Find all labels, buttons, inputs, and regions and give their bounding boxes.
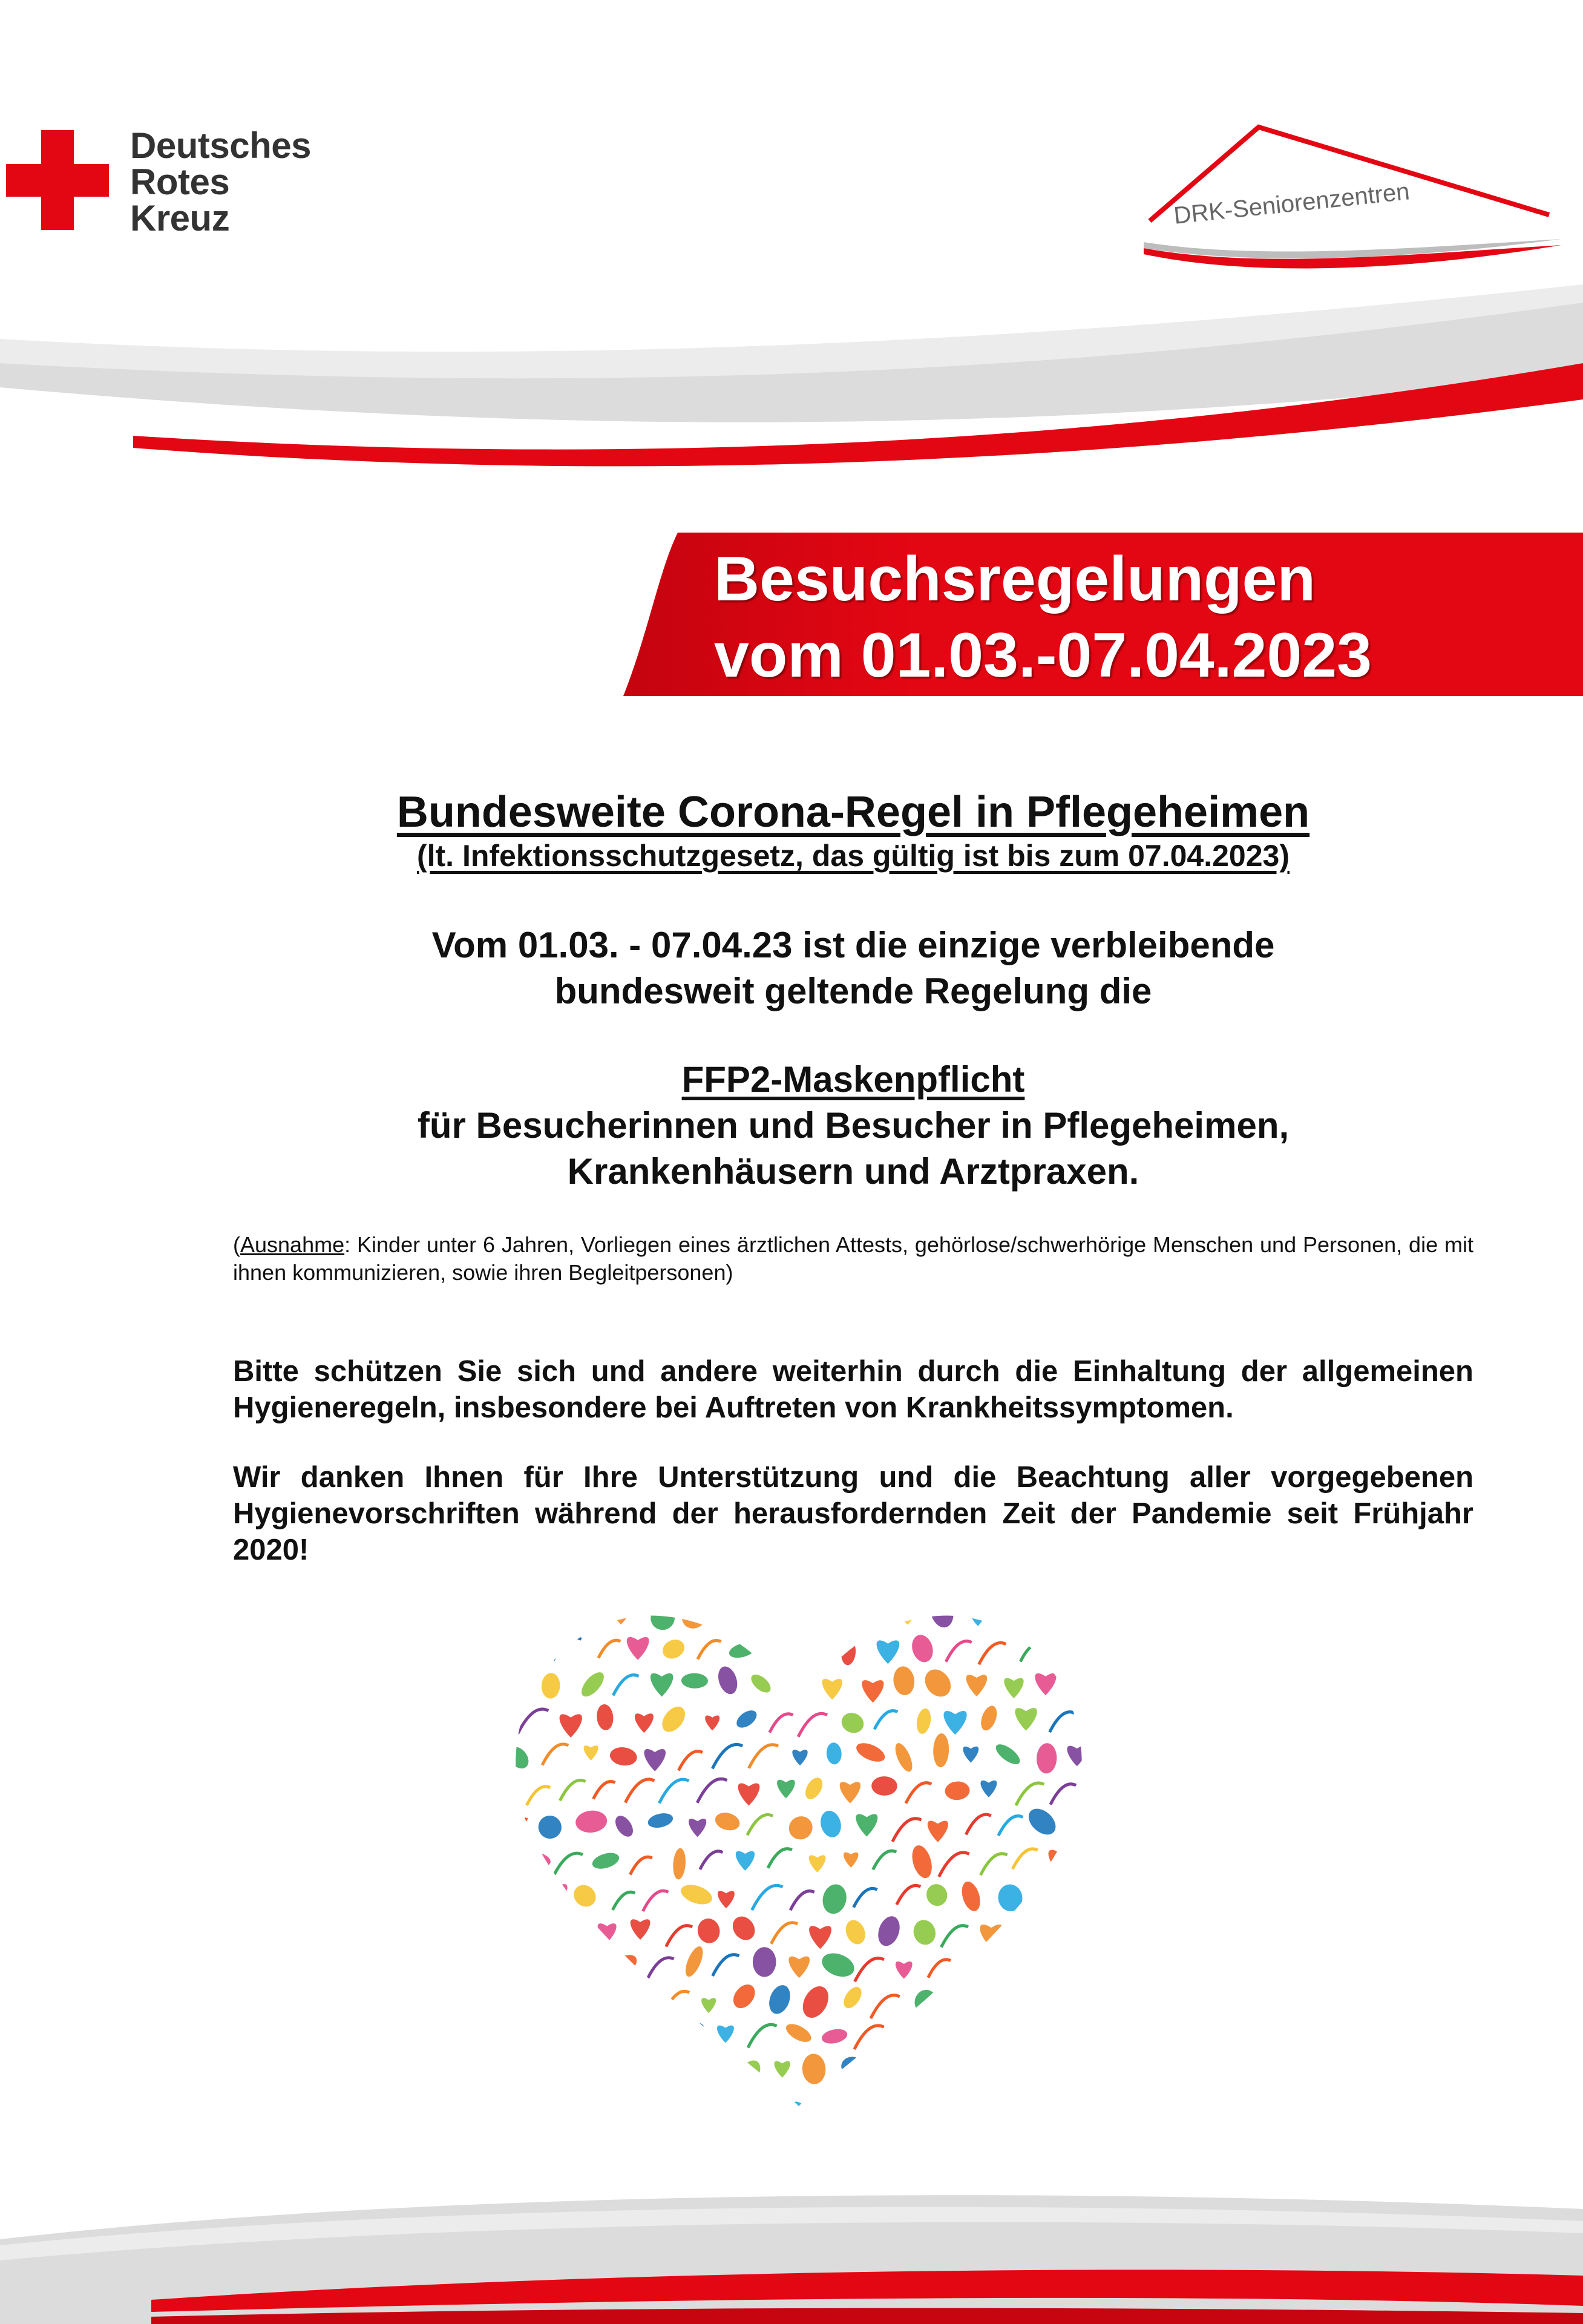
small-heart (1073, 1679, 1088, 1695)
small-heart (689, 1819, 706, 1837)
leaf-stem (906, 1783, 931, 1804)
small-heart (505, 1676, 525, 1697)
small-heart (580, 1603, 600, 1624)
small-heart (1015, 2067, 1032, 2084)
petal (609, 1745, 638, 1767)
leaf-stem (553, 1853, 583, 1877)
small-heart (508, 1889, 529, 1910)
petal (1007, 1912, 1043, 1948)
petal (591, 1850, 621, 1872)
thanks-paragraph: Wir danken Ihnen für Ihre Unterstützung und die Beachtung aller vorgegebenen Hygienevorschriften während der herausfordernden Zeit der Pandemie seit Frühjahr 2020! (233, 1461, 1473, 1566)
petal (851, 2085, 885, 2118)
petal (554, 1983, 583, 2020)
leaf-stem (553, 1638, 582, 1660)
leaf-stem (700, 1851, 723, 1869)
small-heart (948, 2066, 970, 2088)
small-heart (862, 1680, 883, 1702)
petal (915, 1707, 932, 1735)
leaf-stem (503, 1819, 527, 1838)
small-heart (1086, 1853, 1095, 1869)
petal (502, 1948, 528, 1976)
petal (990, 1595, 1026, 1630)
title-banner (617, 533, 1583, 696)
petal (826, 1742, 842, 1765)
drk-logo (6, 125, 345, 239)
leaf-stem (521, 1991, 552, 2016)
petal (818, 1808, 844, 1840)
leaf-stem (1067, 1813, 1095, 1836)
small-heart (966, 1675, 988, 1696)
leaf-stem (790, 1891, 814, 1911)
leaf-stem (876, 2058, 903, 2081)
small-heart (811, 1644, 829, 1663)
petal (932, 1733, 949, 1768)
drk-wordmark-line: Rotes (130, 162, 230, 202)
petal (839, 1710, 867, 1736)
petal (996, 1883, 1024, 1913)
small-heart (822, 1679, 842, 1700)
petal (728, 1912, 759, 1944)
leaf-stem (1050, 1784, 1076, 1805)
small-heart (963, 1747, 978, 1763)
small-heart (560, 1714, 582, 1738)
small-heart (1088, 1921, 1095, 1938)
petal (854, 1739, 888, 1765)
leaf-stem (749, 1745, 778, 1768)
small-heart (1034, 2033, 1051, 2051)
leaf-stem (1016, 1783, 1044, 1805)
petal (840, 1639, 856, 1666)
leaf-stem (598, 1640, 621, 1658)
petal (911, 1917, 939, 1948)
petal (648, 1604, 678, 1633)
petal (534, 1811, 566, 1843)
petal (784, 1812, 816, 1844)
leaf-stem (854, 2026, 884, 2049)
small-heart (980, 1781, 997, 1797)
petal (729, 1980, 759, 2012)
petal (671, 2018, 708, 2051)
petal (945, 1986, 975, 2017)
lead-line: Vom 01.03. - 07.04.23 ist die einzige verbleibende (431, 925, 1275, 965)
small-heart (736, 1851, 755, 1871)
leaf-stem (647, 2024, 678, 2049)
leaf-stem (556, 1925, 579, 1944)
leaf-stem (946, 1641, 972, 1662)
small-heart (1070, 1959, 1093, 1983)
small-heart (777, 1780, 795, 1799)
petal (595, 1704, 614, 1731)
petal (992, 1741, 1023, 1768)
leaf-stem (715, 2093, 742, 2116)
petal (541, 1673, 561, 1699)
leaf-stem (541, 2026, 569, 2049)
leaf-stem (712, 1744, 742, 1768)
small-heart (631, 1919, 651, 1940)
exception-open: ( (233, 1232, 240, 1257)
petal (802, 1774, 826, 1802)
petal (1010, 1989, 1040, 2018)
petal (718, 1598, 741, 1627)
petal (1084, 1709, 1095, 1730)
small-heart (611, 2103, 629, 2118)
small-heart (546, 1607, 568, 1629)
petal (783, 2020, 814, 2046)
leaf-stem (523, 1639, 548, 1658)
petal (506, 1599, 530, 1630)
leaf-stem (713, 1955, 739, 1976)
petal (819, 1949, 857, 1981)
petal (504, 1742, 533, 1772)
leaf-stem (643, 1891, 668, 1911)
petal (840, 1984, 865, 2012)
petal (1036, 1743, 1057, 1774)
small-heart (774, 2061, 790, 2078)
small-heart (705, 1715, 719, 1730)
leaf-stem (1090, 1785, 1095, 1802)
page-heading: Bundesweite Corona-Regel in Pflegeheimen (396, 788, 1310, 836)
drk-wordmark-line: Deutsches (130, 125, 311, 166)
leaf-stem (665, 1991, 689, 2011)
small-heart (1053, 2061, 1072, 2080)
leaf-stem (998, 1816, 1023, 1836)
leaf-stem (854, 1888, 877, 1907)
petal (959, 1879, 983, 1913)
small-heart (793, 2101, 813, 2118)
small-heart (718, 1891, 735, 1908)
petal (815, 1600, 850, 1628)
small-heart (792, 1750, 807, 1765)
small-heart (644, 1749, 665, 1771)
small-heart (1000, 2101, 1023, 2118)
leaf-stem (647, 1958, 674, 1979)
banner-title-line2: vom 01.03.-07.04.2023 (714, 620, 1372, 691)
small-heart (627, 1637, 649, 1660)
petal (920, 1664, 956, 1702)
petal (895, 2096, 920, 2118)
petal (713, 1810, 742, 1833)
petal (798, 1982, 833, 2023)
petal (695, 1917, 722, 1945)
small-heart (809, 1855, 826, 1873)
leaf-stem (756, 1604, 780, 1624)
leaf-stem (980, 1854, 1007, 1875)
small-heart (971, 1611, 985, 1626)
leaf-stem (963, 2029, 987, 2047)
petal (1065, 2019, 1094, 2046)
small-heart (632, 2063, 651, 2082)
small-heart (788, 1956, 810, 1978)
leaf-stem (1050, 1712, 1075, 1732)
petal (682, 1944, 706, 1979)
small-heart (1004, 1678, 1023, 1698)
drk-wordmark (130, 125, 311, 238)
petal (677, 1597, 712, 1633)
petal (727, 1640, 758, 1661)
ffp2-line: für Besucherinnen und Besucher in Pflegeheimen, (417, 1105, 1290, 1146)
petal (1027, 1948, 1064, 1977)
petal (577, 1669, 608, 1701)
small-heart (545, 1957, 568, 1980)
small-heart (1035, 1673, 1056, 1695)
small-heart (651, 1673, 673, 1697)
petal (660, 1636, 688, 1662)
small-heart (1067, 2099, 1086, 2118)
leaf-stem (1020, 1644, 1043, 1662)
petal (672, 1848, 687, 1880)
petal (842, 1917, 868, 1948)
lead-text (233, 922, 1473, 1014)
petal (574, 1809, 608, 1834)
petal (715, 1664, 741, 1697)
small-heart (793, 1674, 811, 1692)
petal (978, 1704, 1000, 1733)
small-heart (1049, 1850, 1072, 1874)
leaf-stem (992, 2026, 1021, 2049)
small-heart (738, 1784, 760, 1806)
leaf-stem (518, 1709, 549, 1734)
petal (821, 2027, 849, 2046)
leaf-stem (539, 2095, 562, 2113)
leaf-stem (574, 2101, 596, 2118)
petal (646, 1811, 674, 1830)
petal (926, 2093, 959, 2118)
leaf-stem (752, 1885, 783, 1910)
petal (569, 1880, 600, 1911)
petal (526, 1914, 552, 1950)
banner-title (714, 541, 1372, 694)
leaf-stem (871, 1995, 900, 2018)
leaf-stem (748, 2024, 777, 2047)
small-heart (595, 2064, 614, 2084)
petal (1083, 1986, 1095, 2011)
petal (841, 2056, 864, 2076)
lead-line: bundesweit geltende Regelung die (554, 971, 1152, 1011)
small-heart (896, 1961, 913, 1979)
petal (1052, 1913, 1075, 1939)
petal (1024, 1804, 1061, 1840)
exception-text: : Kinder unter 6 Jahren, Vorliegen eines ärztlichen Attests, gehörlose/schwerhörige Menschen und Personen, die mit ihnen kommunizieren, sowie ihren Begleitpersonen) (233, 1232, 1473, 1285)
petal (520, 1851, 552, 1869)
small-heart (614, 1609, 629, 1625)
small-heart (635, 1713, 654, 1733)
leaf-stem (1012, 1849, 1038, 1869)
leaf-stem (701, 2061, 730, 2084)
leaf-stem (747, 1814, 773, 1835)
leaf-stem (678, 1751, 703, 1771)
leaf-stem (680, 2102, 703, 2118)
leaf-stem (893, 1819, 922, 1842)
leaf-stem (661, 2059, 688, 2081)
small-heart (899, 1607, 916, 1624)
petal (871, 1776, 897, 1796)
leaf-stem (612, 1892, 635, 1910)
petal (802, 2053, 827, 2085)
red-cross-logo (6, 130, 109, 230)
leaf-stem (897, 1885, 921, 1905)
leaf-stem (798, 1713, 827, 1736)
petal (892, 1741, 916, 1774)
petal (622, 1988, 652, 2018)
petal (1058, 1874, 1095, 1907)
drk-wordmark-line: Kreuz (130, 198, 230, 238)
small-heart (877, 1640, 900, 1664)
petal (681, 1673, 708, 1689)
leaf-stem (593, 1782, 615, 1799)
page-subheading: (lt. Infektionsschutzgesetz, das gültig ist bis zum 07.04.2023) (416, 839, 1290, 873)
leaf-stem (574, 1958, 605, 1983)
leaf-stem (941, 1926, 968, 1948)
small-heart (701, 1998, 716, 2013)
small-heart (1015, 1708, 1037, 1730)
ffp2-line: Krankenhäusern und Arztpraxen. (567, 1151, 1139, 1192)
leaf-stem (666, 1926, 692, 1947)
small-heart (525, 2063, 543, 2081)
petal (909, 1632, 936, 1665)
drk-seniorenzentren-logo (1138, 124, 1573, 275)
petal (820, 1882, 850, 1917)
leaf-stem (979, 1643, 1006, 1664)
leaf-stem (698, 1641, 721, 1659)
leaf-stem (928, 1960, 951, 1978)
exception-label: Ausnahme (240, 1232, 345, 1257)
petal (612, 1813, 637, 1840)
leaf-stem (768, 1849, 792, 1868)
leaf-stem (939, 1853, 969, 1877)
leaf-stem (873, 1851, 897, 1869)
small-heart (928, 1821, 948, 1842)
small-heart (1067, 1746, 1087, 1767)
small-heart (826, 2099, 847, 2118)
petal (502, 2019, 539, 2051)
small-heart (864, 1606, 883, 1625)
petal (765, 1982, 794, 2017)
leaf-stem (613, 1675, 638, 1696)
leaf-stem (788, 1606, 811, 1625)
small-heart (1040, 1603, 1058, 1623)
leaf-stem (1035, 2095, 1063, 2118)
petal (658, 1702, 690, 1736)
petal (576, 2026, 600, 2043)
small-heart (980, 1925, 1002, 1948)
leaf-stem (874, 1711, 897, 1730)
small-heart (1090, 1641, 1095, 1663)
leaf-stem (966, 1814, 991, 1834)
leaf-stem (771, 1923, 798, 1944)
leaf-stem (504, 2094, 535, 2118)
small-heart (980, 2061, 1003, 2086)
petal (909, 2060, 937, 2089)
leaf-stem (697, 1779, 727, 1802)
petal (678, 1881, 715, 1908)
small-heart (856, 1814, 877, 1836)
leaf-stem (630, 1857, 652, 1874)
small-heart (809, 1926, 831, 1949)
leaf-stem (526, 1787, 550, 1805)
hygiene-paragraph: Bitte schützen Sie sich und andere weiterhin durch die Einhaltung der allgemeinen Hygieneregeln, insbesondere bei Auftreten von Krankheitssymptomen. (233, 1355, 1473, 1424)
leaf-stem (615, 2032, 637, 2049)
petal (603, 1950, 640, 1982)
leaf-stem (560, 1780, 585, 1800)
petal (733, 2056, 765, 2091)
petal (922, 2023, 955, 2049)
small-heart (844, 1853, 858, 1868)
petal (909, 1843, 936, 1880)
small-heart (757, 2101, 778, 2118)
ffp2-title: FFP2-Maskenpflicht (681, 1059, 1025, 1100)
petal (748, 1671, 774, 1696)
leaf-stem (770, 1714, 793, 1733)
small-heart (565, 2066, 586, 2089)
leaf-stem (891, 2025, 916, 2046)
main-content (233, 787, 1473, 1568)
leaf-stem (542, 1744, 568, 1765)
small-heart (595, 1990, 614, 2009)
petal (923, 1881, 951, 1909)
small-heart (1056, 1642, 1077, 1664)
leaf-stem (625, 1779, 654, 1803)
petal (874, 1913, 903, 1949)
small-heart (548, 1884, 568, 1905)
senioren-logo-text: DRK-Seniorenzentren (1172, 178, 1411, 229)
footer-swoosh (0, 2155, 1583, 2324)
exception-note (233, 1231, 1473, 1287)
small-heart (944, 1711, 967, 1735)
banner-title-line1: Besuchsregelungen (714, 544, 1316, 614)
petal (892, 1665, 916, 1696)
leaf-stem (644, 2097, 674, 2118)
small-heart (584, 1745, 598, 1761)
leaf-stem (1001, 1954, 1023, 1972)
petal (753, 1947, 776, 1977)
small-heart (840, 1782, 860, 1803)
leaf-stem (659, 1779, 689, 1803)
petal (945, 1781, 971, 1800)
small-heart (717, 2026, 734, 2043)
ffp2-rule (233, 1057, 1473, 1195)
small-heart (1067, 1611, 1087, 1632)
petal (927, 1592, 957, 1630)
leaf-stem (978, 1991, 1001, 2008)
leaf-stem (1046, 1995, 1075, 2018)
small-heart (598, 1923, 617, 1943)
petal (733, 1707, 759, 1731)
small-heart (969, 1958, 986, 1974)
floral-heart-illustration (502, 1586, 1095, 2118)
small-heart (769, 1645, 787, 1663)
petal (956, 2092, 991, 2118)
leaf-stem (855, 1958, 884, 1982)
petal (1029, 1881, 1063, 1915)
small-heart (1090, 2064, 1095, 2079)
petal (913, 1988, 939, 2016)
